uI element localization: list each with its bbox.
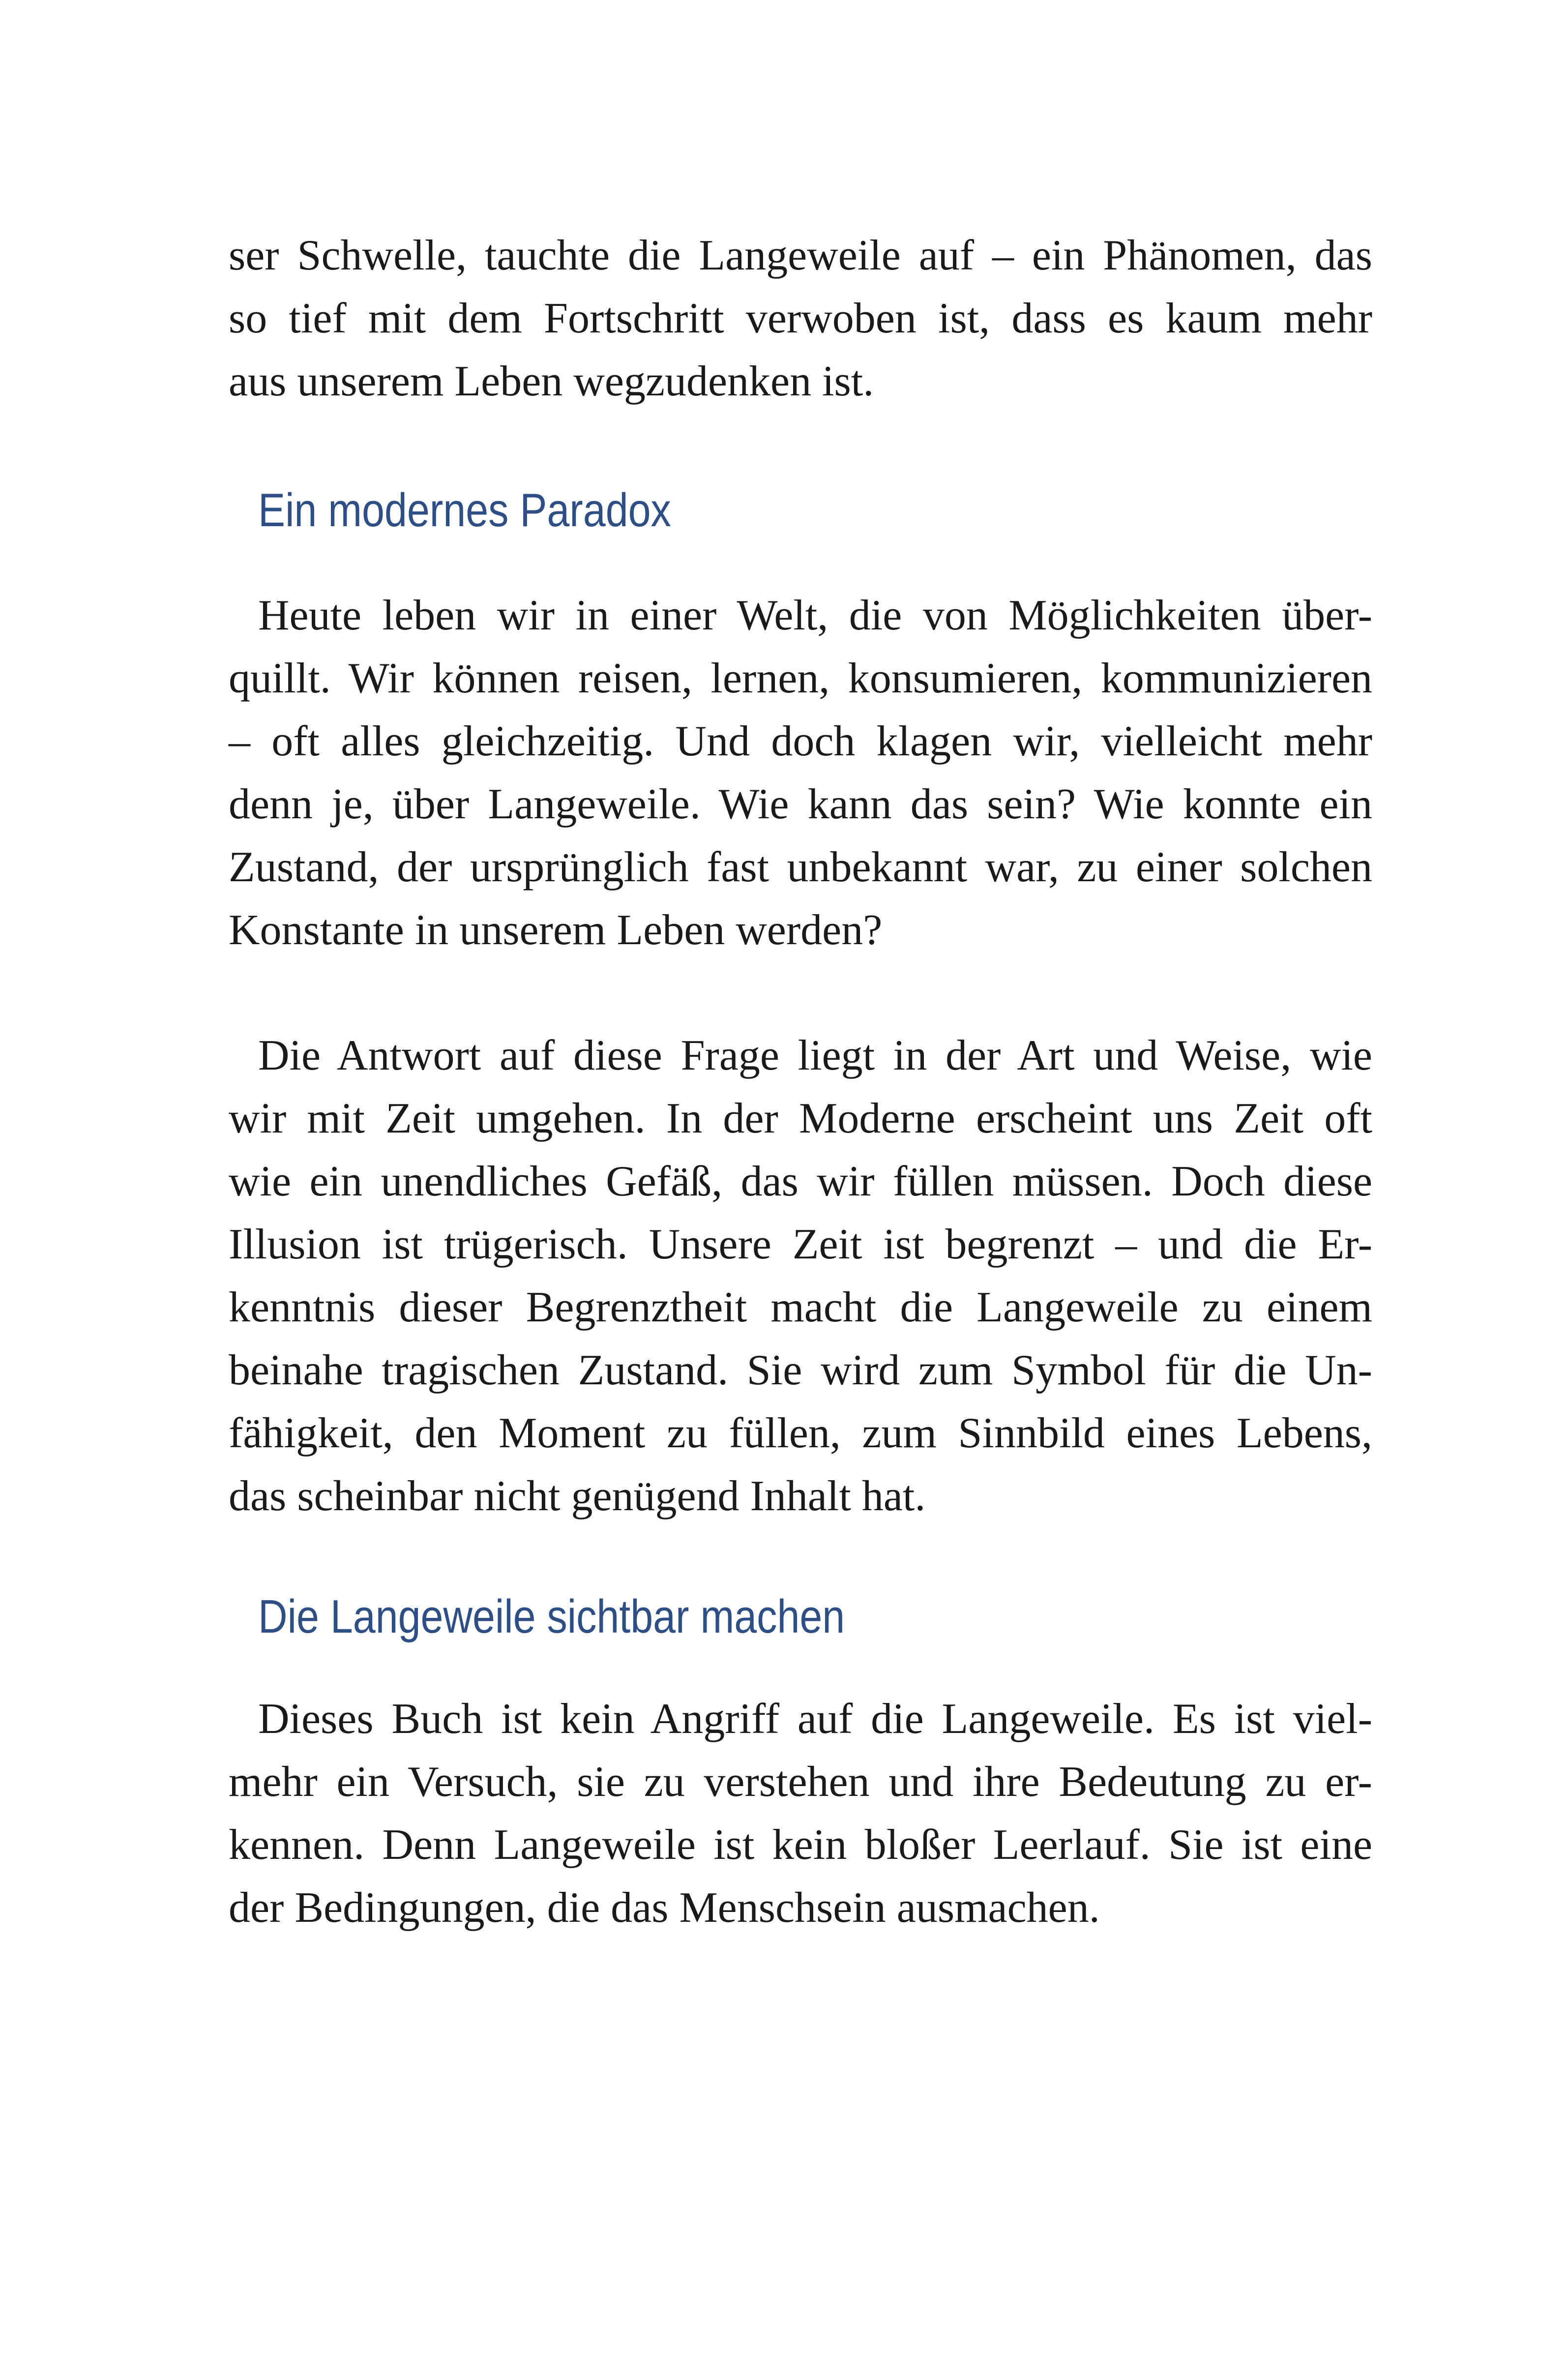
text-line: denn je, über Langeweile. Wie kann das sein? Wie konnte ein <box>229 780 1372 828</box>
text-line: – oft alles gleichzeitig. Und doch klagen wir, vielleicht mehr <box>229 717 1372 765</box>
text-line: Die Antwort auf diese Frage liegt in der Art und Weise, wie <box>258 1032 1372 1079</box>
text-line: das scheinbar nicht genügend Inhalt hat. <box>229 1472 926 1520</box>
section-heading-modern-paradox: Ein modernes Paradox <box>258 484 671 537</box>
text-line: aus unserem Leben wegzudenken ist. <box>229 358 874 405</box>
text-line: mehr ein Versuch, sie zu verstehen und ihre Bedeutung zu er- <box>229 1758 1372 1806</box>
text-line: Dieses Buch ist kein Angriff auf die Langeweile. Es ist viel- <box>258 1695 1372 1743</box>
text-line: Heute leben wir in einer Welt, die von Möglichkeiten über- <box>258 592 1372 639</box>
section-heading-make-boredom-visible: Die Langeweile sichtbar machen <box>258 1590 845 1643</box>
text-line: Illusion ist trügerisch. Unsere Zeit ist begrenzt – und die Er- <box>229 1221 1372 1268</box>
text-line: wir mit Zeit umgehen. In der Moderne erscheint uns Zeit oft <box>229 1095 1372 1142</box>
paragraph <box>229 1024 1372 1528</box>
text-line: der Bedingungen, die das Menschsein ausmachen. <box>229 1884 1100 1932</box>
text-line: quillt. Wir können reisen, lernen, konsumieren, kommunizieren <box>229 655 1372 702</box>
text-line: wie ein unendliches Gefäß, das wir füllen müssen. Doch diese <box>229 1158 1372 1205</box>
text-line: fähigkeit, den Moment zu füllen, zum Sinnbild eines Lebens, <box>229 1409 1372 1457</box>
text-line: Konstante in unserem Leben werden? <box>229 906 883 954</box>
text-line: kenntnis dieser Begrenztheit macht die Langeweile zu einem <box>229 1283 1372 1331</box>
paragraph <box>229 1688 1372 1940</box>
paragraph-continuation <box>229 224 1372 413</box>
text-line: so tief mit dem Fortschritt verwoben ist, dass es kaum mehr <box>229 295 1372 342</box>
paragraph <box>229 584 1372 962</box>
text-line: Zustand, der ursprünglich fast unbekannt war, zu einer solchen <box>229 843 1372 891</box>
text-line: kennen. Denn Langeweile ist kein bloßer Leerlauf. Sie ist eine <box>229 1821 1372 1869</box>
text-line: beinahe tragischen Zustand. Sie wird zum Symbol für die Un- <box>229 1346 1372 1394</box>
text-line: ser Schwelle, tauchte die Langeweile auf – ein Phänomen, das <box>229 232 1372 279</box>
